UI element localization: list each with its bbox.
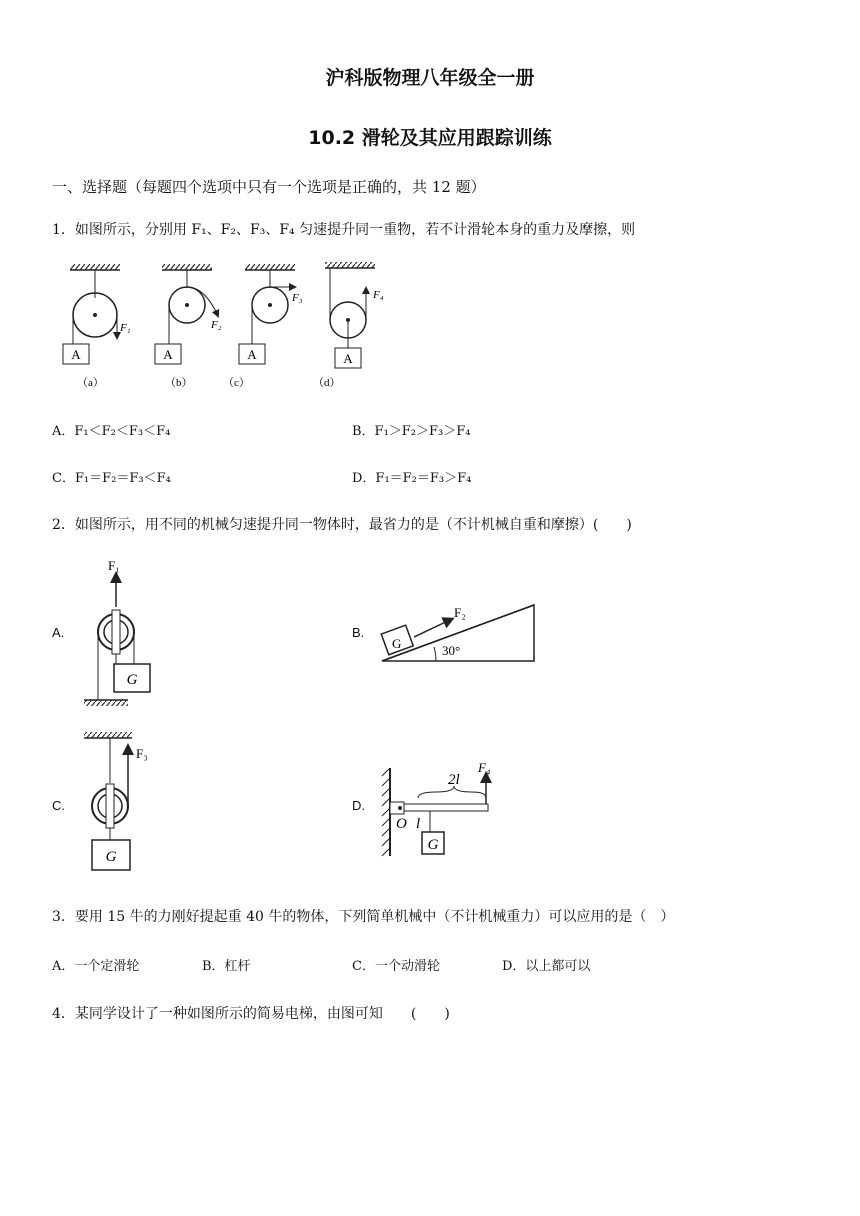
section-heading: 一、选择题（每题四个选项中只有一个选项是正确的，共 12 题）	[52, 178, 486, 196]
doc-title: 沪科版物理八年级全一册	[325, 67, 535, 89]
q2-option-b-label[interactable]: B.	[352, 625, 365, 640]
load-g-a: G	[126, 672, 138, 688]
pivot-o: O	[396, 816, 407, 832]
block-c: A	[247, 347, 257, 362]
q1-figure	[55, 258, 385, 398]
q3-stem: 3．要用 15 牛的力刚好提起重 40 牛的物体，下列简单机械中（不计机械重力）可以应用的是（ ）	[52, 909, 675, 925]
q2-stem: 2．如图所示，用不同的机械匀速提升同一物体时，最省力的是（不计机械自重和摩擦）( )	[52, 517, 632, 533]
length-2l: 2l	[448, 772, 460, 788]
force-f3: F₃	[292, 292, 303, 304]
q3-option-d[interactable]: D．以上都可以	[502, 959, 591, 974]
block-b: A	[163, 347, 173, 362]
force-f3-label: F₃	[136, 746, 148, 761]
pulley-fig-b	[155, 264, 222, 389]
q2-figure-a	[80, 552, 160, 712]
block-a: A	[71, 347, 81, 362]
q3-option-b[interactable]: B．杠杆	[202, 959, 251, 974]
caption-c: （c）	[223, 377, 250, 389]
q2-option-d-label[interactable]: D.	[352, 798, 365, 813]
q1-stem: 1．如图所示，分别用 F₁、F₂、F₃、F₄ 匀速提升同一重物，若不计滑轮本身的重力及摩擦，则	[52, 222, 636, 238]
q3-option-a[interactable]: A．一个定滑轮	[52, 959, 140, 974]
load-g-d: G	[427, 837, 439, 853]
length-l: l	[416, 816, 421, 832]
force-f1: F₁	[120, 322, 131, 334]
q2-figure-d	[376, 752, 516, 862]
load-g-c: G	[105, 849, 117, 865]
caption-a: （a）	[77, 377, 104, 389]
force-f4: F₄	[373, 289, 384, 301]
q1-option-d[interactable]: D．F₁＝F₂＝F₃＞F₄	[352, 471, 472, 486]
pulley-fig-a	[63, 264, 131, 389]
force-f1-label: F₁	[108, 558, 120, 573]
block-d: A	[343, 351, 353, 366]
q4-stem: 4．某同学设计了一种如图所示的简易电梯，由图可知 ( )	[52, 1006, 450, 1022]
q1-option-c[interactable]: C．F₁＝F₂＝F₃＜F₄	[52, 471, 171, 486]
q1-option-a[interactable]: A．F₁＜F₂＜F₃＜F₄	[52, 424, 171, 439]
q3-option-c[interactable]: C．一个动滑轮	[352, 959, 440, 974]
caption-d: （d）	[313, 377, 341, 389]
pulley-fig-d	[313, 262, 384, 389]
angle-label: 30°	[442, 643, 461, 658]
q2-option-a-label[interactable]: A.	[52, 625, 65, 640]
q2-figure-b	[378, 595, 548, 670]
force-f2-label: F₂	[454, 605, 466, 620]
caption-b: （b）	[165, 377, 193, 389]
q2-option-c-label[interactable]: C.	[52, 798, 65, 813]
q1-option-b[interactable]: B．F₁＞F₂＞F₃＞F₄	[352, 424, 471, 439]
q2-figure-c	[80, 728, 160, 878]
doc-subtitle: 10.2 滑轮及其应用跟踪训练	[308, 127, 552, 149]
pulley-fig-c	[223, 264, 303, 389]
force-f2: F₂	[211, 319, 222, 331]
load-g-b: G	[392, 636, 402, 651]
force-f4-label: F₄	[478, 760, 491, 775]
